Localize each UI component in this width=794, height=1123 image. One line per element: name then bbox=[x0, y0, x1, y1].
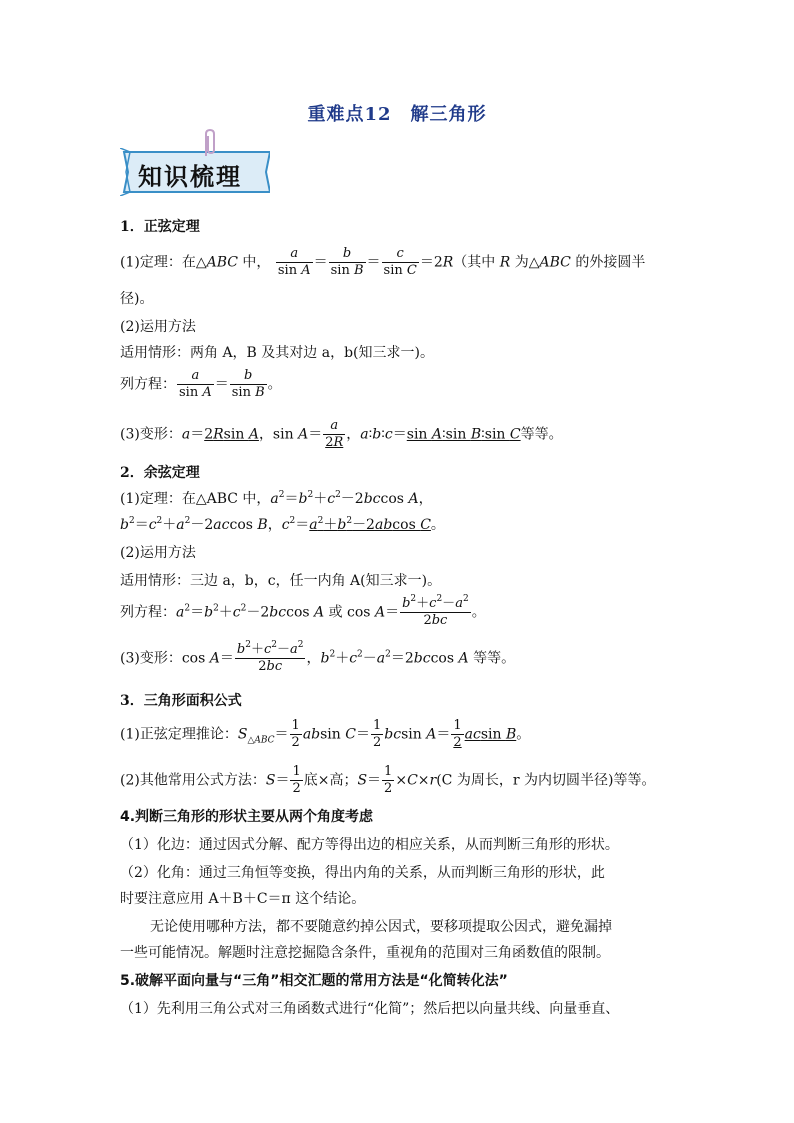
section-4-heading: 4.判断三角形的形状主要从两个角度考虑 bbox=[120, 809, 374, 825]
section-5-heading: 5.破解平面向量与“三角”相交汇题的常用方法是“化简转化法” bbox=[120, 973, 508, 989]
section-5-point-1: （1）先利用三角公式对三角函数式进行“化简”；然后把以向量共线、向量垂直、 bbox=[120, 1001, 620, 1017]
section-4-note-cont: 一些可能情况。解题时注意挖掘隐含条件，重视角的范围对三角函数值的限制。 bbox=[120, 945, 610, 961]
paper-clip-icon bbox=[200, 128, 220, 162]
sine-law-case: 适用情形：两角 A，B 及其对边 a，b(知三求一)。 bbox=[120, 345, 434, 361]
sine-law-usage: (2)运用方法 bbox=[120, 319, 196, 335]
area-formula-other: (2)其他常用公式方法：S＝ $\frac{1}{2}$ 底×高；S＝ $\frac{1}{2}$ ×C×r(C 为周长，r 为内切圆半径)等等。 bbox=[120, 764, 656, 796]
section-banner bbox=[120, 148, 270, 196]
cosine-law-equation: 列方程：$a^2=b^2+c^2-2bccos$ A 或 cos A＝ $\frac{b^2+c^2-a^2}{2bc}$ 。 bbox=[120, 594, 486, 628]
section-3-heading: 3．三角形面积公式 bbox=[120, 693, 242, 709]
section-4-note: 无论使用哪种方法，都不要随意约掉公因式，要移项提取公因式，避免漏掉 bbox=[150, 919, 612, 935]
sine-law-definition-cont: 径)。 bbox=[120, 291, 154, 307]
section-1-heading: 1．正弦定理 bbox=[120, 219, 200, 235]
section-4-point-2-cont: 时要注意应用 A＋B＋C＝π 这个结论。 bbox=[120, 891, 366, 907]
sine-law-definition: (1)定理：在△ABC 中， $\frac{a}{\text{sin A}}$ ＝ $\frac{b}{\text{sin B}}$ ＝ $\frac{c}{\text{sin C}}$ ＝2R（其中 R 为△ABC 的外接圆半 bbox=[120, 246, 646, 278]
area-formula-sine: (1)正弦定理推论：$S_{\triangle ABC}=$ $\frac{1}{2}$ absin C＝ $\frac{1}{2}$ bcsin A＝ $\frac{1}{2}$ acsin B。 bbox=[120, 718, 531, 750]
sine-law-equation: 列方程： $\frac{a}{\text{sin A}}$ ＝ $\frac{b}{\text{sin B}}$ 。 bbox=[120, 368, 282, 400]
section-4-point-1: （1）化边：通过因式分解、配方等得出边的相应关系，从而判断三角形的形状。 bbox=[120, 837, 619, 853]
cosine-law-case: 适用情形：三边 a，b，c，任一内角 A(知三求一)。 bbox=[120, 573, 442, 589]
cosine-law-definition: (1)定理：在△ABC 中，$a^2=b^2+c^2-2bccos$ A， bbox=[120, 490, 433, 507]
section-4-point-2: （2）化角：通过三角恒等变换，得出内角的关系，从而判断三角形的形状，此 bbox=[120, 865, 605, 881]
page-title: 重难点12 解三角形 bbox=[307, 104, 487, 125]
sine-law-transform: (3)变形：a＝2Rsin A，sin A＝ $\frac{a}{2R}$ ，a∶b∶c＝sin A∶sin B∶sin C等等。 bbox=[120, 418, 563, 450]
section-2-heading: 2．余弦定理 bbox=[120, 465, 200, 481]
cosine-law-transform: (3)变形：cos A＝ $\frac{b^2+c^2-a^2}{2bc}$ ，$b^2+c^2-a^2=2bccos$ A 等等。 bbox=[120, 640, 516, 674]
cosine-law-definition-cont: $b^2=c^2+a^2-2accos$ B，$c^2=a^2+b^2-2abcos$ C。 bbox=[120, 516, 445, 533]
cosine-law-usage: (2)运用方法 bbox=[120, 545, 196, 561]
banner-label: 知识梳理 bbox=[138, 162, 242, 191]
